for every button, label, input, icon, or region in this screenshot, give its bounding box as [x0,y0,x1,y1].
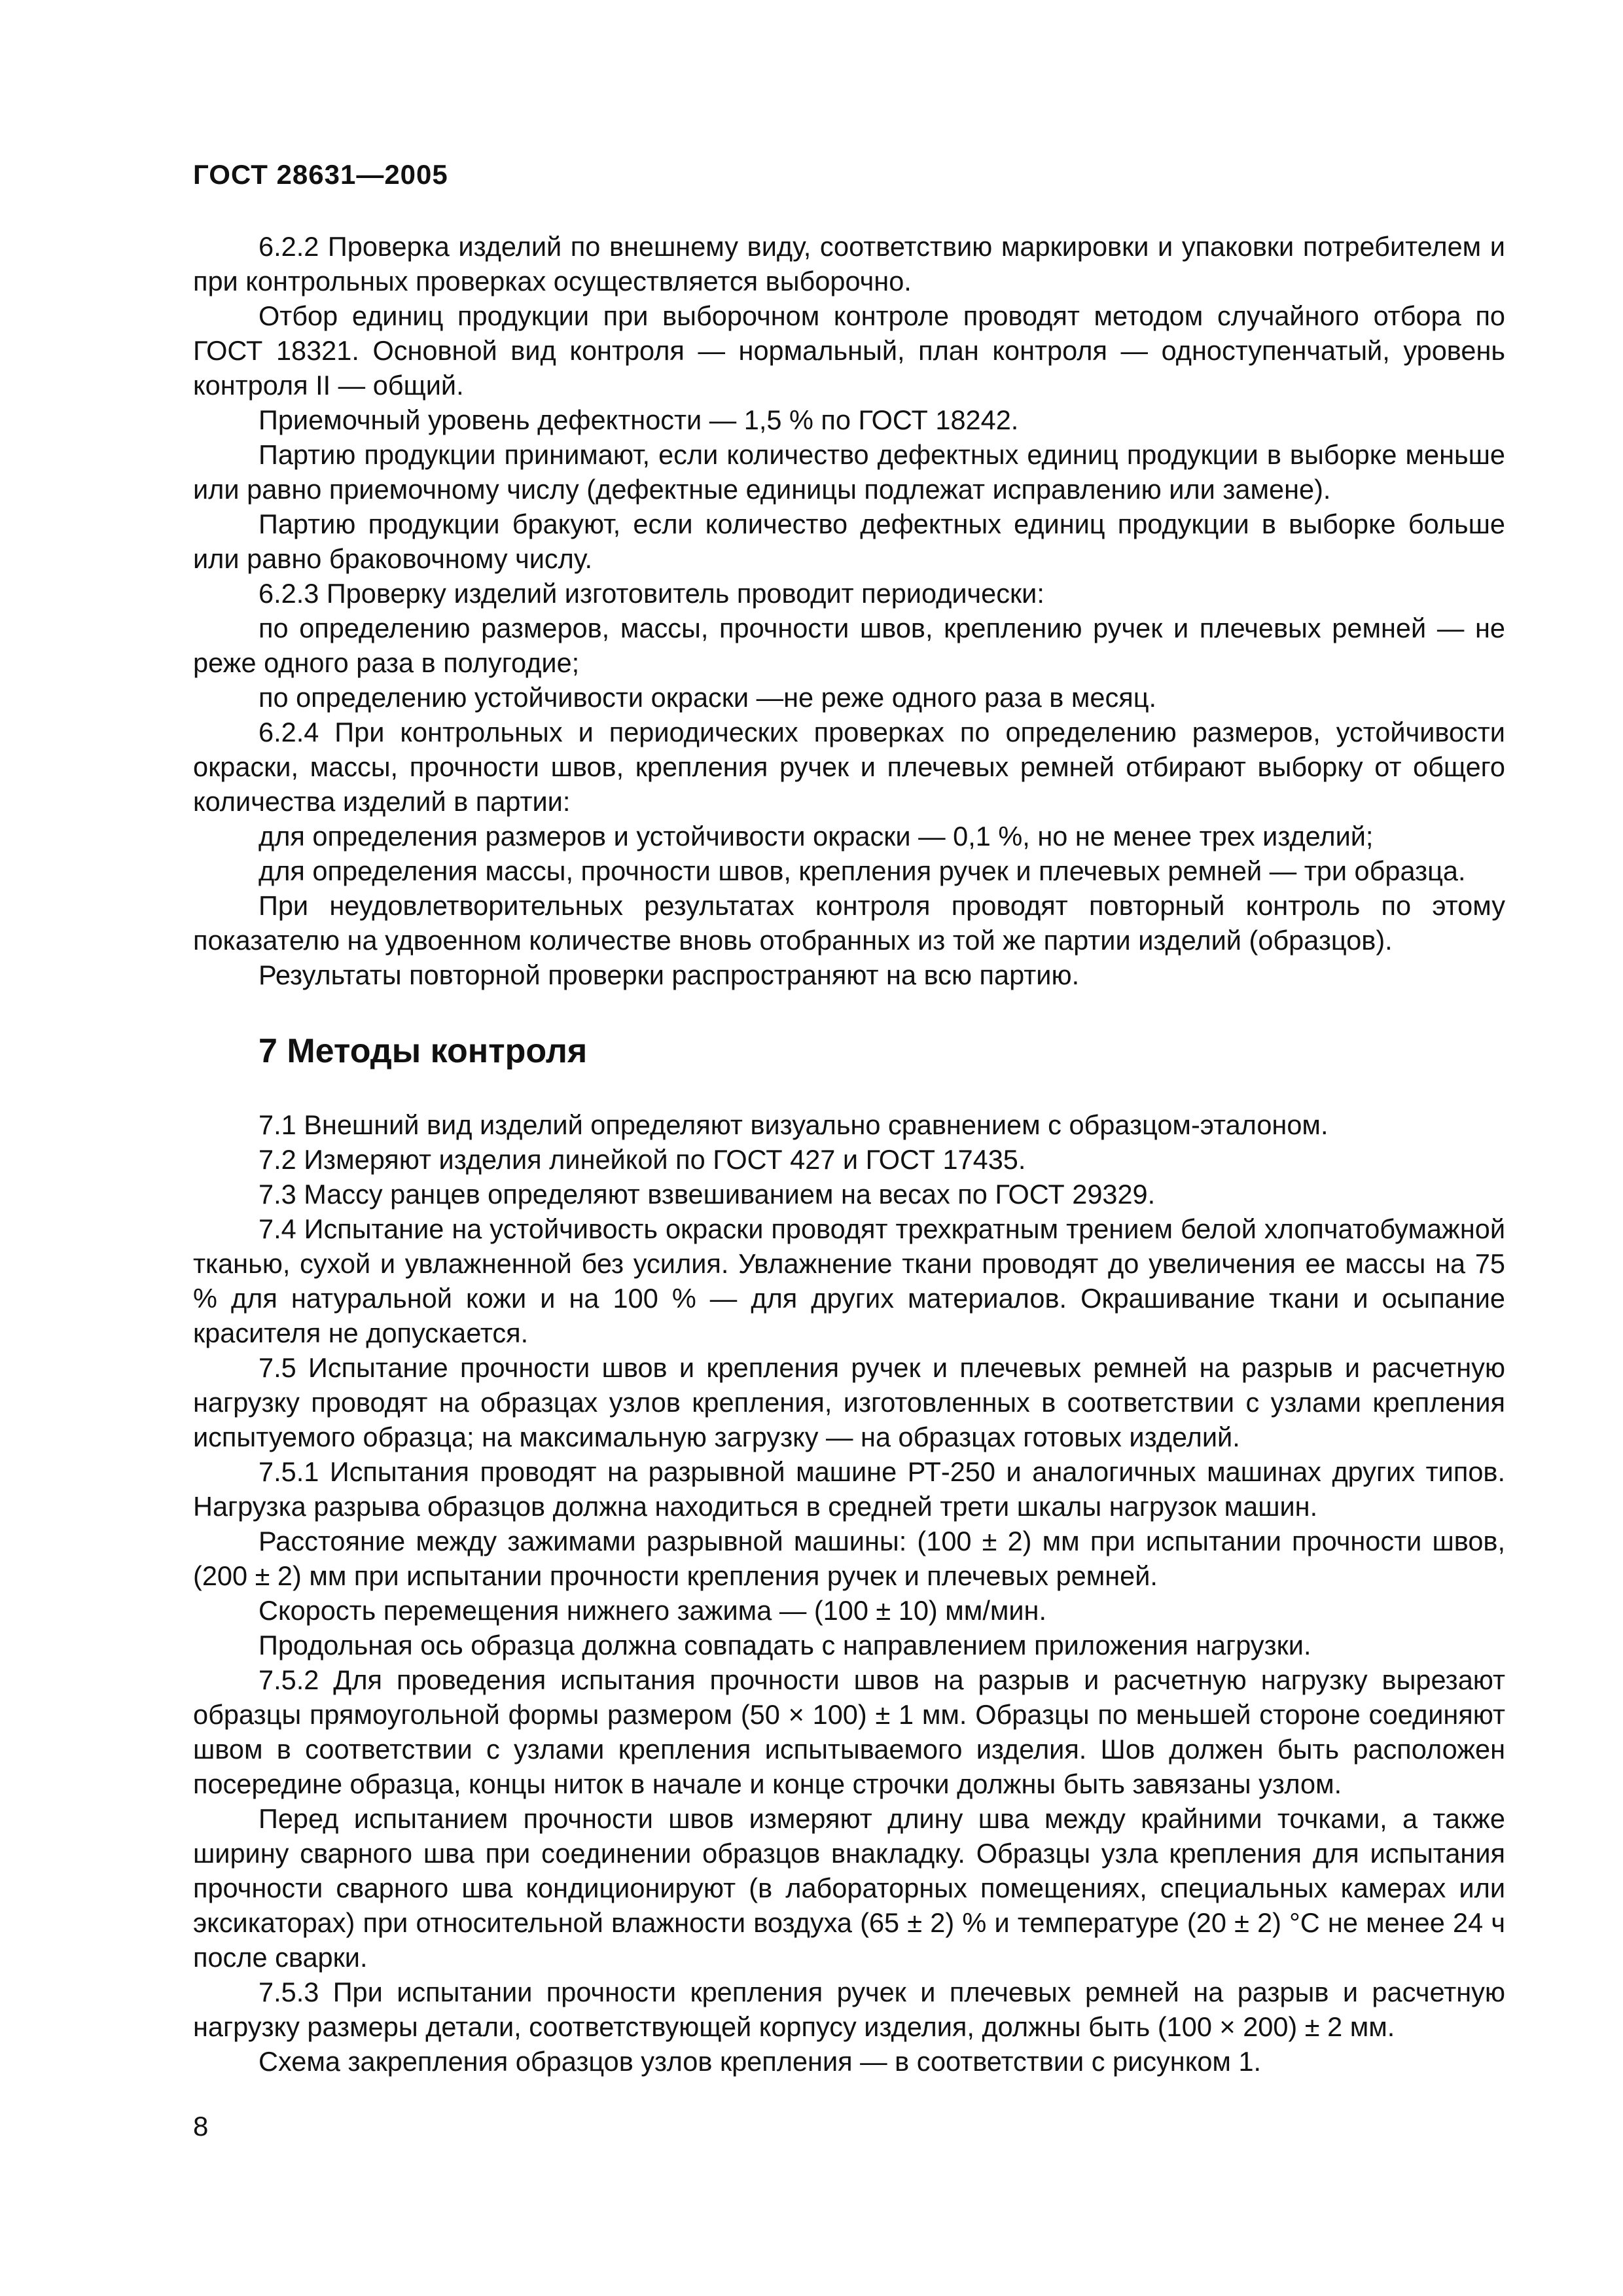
paragraph: Результаты повторной проверки распространяют на всю партию. [259,960,1080,990]
paragraph: Схема закрепления образцов узлов крепления — в соответствии с рисунком 1. [259,2046,1262,2077]
paragraph: 7.5.2 Для проведения испытания прочности швов на разрыв и расчетную нагрузку вырезают образцы прямоугольной формы размером (50 × 100) ± 1 мм. Образцы по меньшей стороне соединяют швом в соответствии с узлами крепления испытываемого изделия. Шов должен быть расположен посередине образца, концы ниток в начале и конце строчки должны быть завязаны узлом. [193,1664,1505,1799]
paragraph: для определения размеров и устойчивости окраски — 0,1 %, но не менее трех изделий; [259,821,1374,852]
paragraph: 6.2.4 При контрольных и периодических проверках по определению размеров, устойчивости окраски, массы, прочности швов, крепления ручек и плечевых ремней отбирают выборку от общего количества изделий в партии: [193,717,1505,817]
paragraph: 7.5 Испытание прочности швов и крепления ручек и плечевых ремней на разрыв и расчетную нагрузку проводят на образцах узлов крепления, изготовленных в соответствии с узлами крепления испытуемого образца; на максимальную загрузку — на образцах готовых изделий. [193,1352,1505,1452]
paragraph: 7.1 Внешний вид изделий определяют визуально сравнением с образцом-эталоном. [259,1109,1329,1140]
paragraph: 7.5.3 При испытании прочности крепления ручек и плечевых ремней на разрыв и расчетную нагрузку размеры детали, соответствующей корпусу изделия, должны быть (100 × 200) ± 2 мм. [193,1977,1505,2042]
paragraph: Расстояние между зажимами разрывной машины: (100 ± 2) мм при испытании прочности швов, (200 ± 2) мм при испытании прочности крепления ручек и плечевых ремней. [193,1526,1505,1591]
paragraph: 6.2.3 Проверку изделий изготовитель проводит периодически: [259,578,1044,609]
page-number: 8 [193,2111,209,2142]
paragraph: Партию продукции бракуют, если количество дефектных единиц продукции в выборке больше или равно браковочному числу. [193,509,1505,574]
document-header: ГОСТ 28631—2005 [193,159,448,190]
paragraph: 6.2.2 Проверка изделий по внешнему виду, соответствию маркировки и упаковки потребителем и при контрольных проверках осуществляется выборочно. [193,231,1505,296]
paragraph: Приемочный уровень дефектности — 1,5 % по ГОСТ 18242. [259,404,1019,435]
paragraph: по определению размеров, массы, прочности швов, креплению ручек и плечевых ремней — не реже одного раза в полугодие; [193,613,1505,678]
paragraph: Скорость перемещения нижнего зажима — (100 ± 10) мм/мин. [259,1595,1047,1626]
paragraph: Партию продукции принимают, если количество дефектных единиц продукции в выборке меньше или равно приемочному числу (дефектные единицы подлежат исправлению или замене). [193,439,1505,505]
paragraph: Продольная ось образца должна совпадать с направлением приложения нагрузки. [259,1630,1311,1660]
paragraph: Перед испытанием прочности швов измеряют длину шва между крайними точками, а также ширину сварного шва при соединении образцов внакладку. Образцы узла крепления для испытания прочности сварного шва кондиционируют (в лабораторных помещениях, специальных камерах или эксикаторах) при относительной влажности воздуха (65 ± 2) % и температуре (20 ± 2) °С не менее 24 ч после сварки. [193,1803,1505,1973]
paragraph: 7.4 Испытание на устойчивость окраски проводят трехкратным трением белой хлопчатобумажной тканью, сухой и увлажненной без усилия. Увлажнение ткани проводят до увеличения ее массы на 75 % для натуральной кожи и на 100 % — для других материалов. Окрашивание ткани и осыпание красителя не допускается. [193,1213,1505,1348]
section-heading: 7 Методы контроля [259,1032,588,1070]
document-body [193,229,1505,2079]
paragraph: 7.5.1 Испытания проводят на разрывной машине РТ-250 и аналогичных машинах других типов. Нагрузка разрыва образцов должна находиться в средней трети шкалы нагрузок машин. [193,1456,1505,1522]
paragraph: Отбор единиц продукции при выборочном контроле проводят методом случайного отбора по ГОСТ 18321. Основной вид контроля — нормальный, план контроля — одноступенчатый, уровень контроля II — общий. [193,300,1505,401]
paragraph: для определения массы, прочности швов, крепления ручек и плечевых ремней — три образца. [259,855,1466,886]
paragraph: 7.2 Измеряют изделия линейкой по ГОСТ 427 и ГОСТ 17435. [259,1144,1026,1175]
paragraph: При неудовлетворительных результатах контроля проводят повторный контроль по этому показателю на удвоенном количестве вновь отобранных из той же партии изделий (образцов). [193,890,1505,956]
paragraph: по определению устойчивости окраски —не реже одного раза в месяц. [259,682,1156,713]
paragraph: 7.3 Массу ранцев определяют взвешиванием на весах по ГОСТ 29329. [259,1179,1156,1210]
